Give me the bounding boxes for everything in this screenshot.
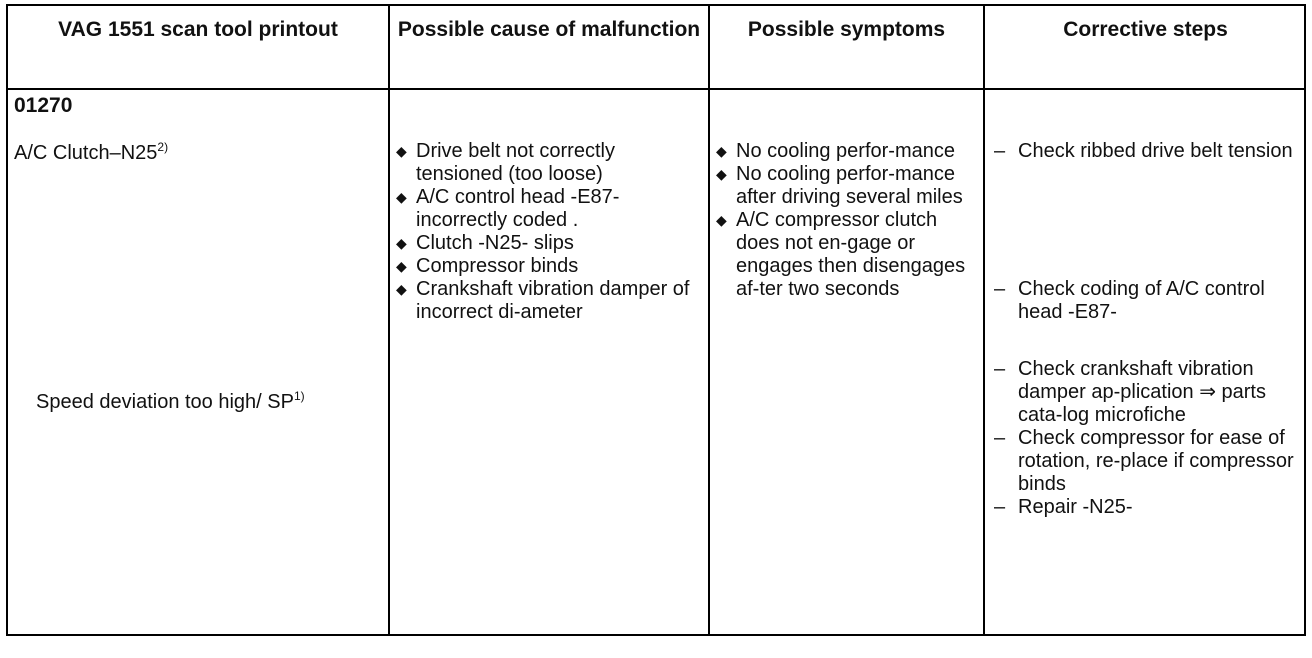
diamond-bullet-icon: ◆ <box>716 166 727 182</box>
diamond-bullet-icon: ◆ <box>716 212 727 228</box>
fault-code: 01270 <box>14 94 73 117</box>
header-possible-cause: Possible cause of malfunction <box>397 18 701 41</box>
list-item: ◆ Drive belt not correctly tensioned (too loose) <box>396 140 615 185</box>
diamond-bullet-icon: ◆ <box>396 258 407 274</box>
component-footnote-ref: 2) <box>157 140 169 154</box>
diagnostic-table <box>6 4 1306 636</box>
condition-footnote-ref: 1) <box>293 389 305 403</box>
header-corrective-steps: Corrective steps <box>1063 18 1228 41</box>
list-item: – Check crankshaft vibration damper ap-plication ⇒ parts cata-log microfiche <box>994 358 1266 426</box>
causes-list <box>396 140 702 324</box>
diamond-bullet-icon: ◆ <box>396 235 407 251</box>
list-item: ◆ No cooling perfor-mance after driving several miles <box>716 163 963 208</box>
symptoms-list <box>716 140 978 301</box>
condition-text: Speed deviation too high/ SP <box>36 391 294 413</box>
header-divider <box>8 88 1304 90</box>
column-divider <box>983 6 985 634</box>
steps-list <box>990 358 1300 519</box>
dash-bullet-icon: – <box>994 140 1006 162</box>
header-scan-tool-printout: VAG 1551 scan tool printout <box>58 18 338 41</box>
steps-list <box>990 278 1300 324</box>
component-text: A/C Clutch–N25 <box>14 142 158 164</box>
header-possible-symptoms: Possible symptoms <box>747 18 946 41</box>
list-item: ◆ No cooling perfor-mance <box>716 140 955 162</box>
list-item: ◆ Crankshaft vibration damper of incorrect di-ameter <box>396 278 690 323</box>
list-item: ◆ Clutch -N25- slips <box>396 232 574 254</box>
dash-bullet-icon: – <box>994 358 1006 380</box>
list-item: – Check ribbed drive belt tension <box>994 140 1293 162</box>
component-label <box>14 140 168 165</box>
list-item: – Check coding of A/C control head -E87- <box>994 278 1265 323</box>
list-item: – Repair -N25- <box>994 496 1133 518</box>
dash-bullet-icon: – <box>994 427 1006 449</box>
list-item: ◆ Compressor binds <box>396 255 579 277</box>
diamond-bullet-icon: ◆ <box>396 189 407 205</box>
steps-list <box>990 140 1300 163</box>
diamond-bullet-icon: ◆ <box>716 143 727 159</box>
dash-bullet-icon: – <box>994 496 1006 518</box>
diamond-bullet-icon: ◆ <box>396 281 407 297</box>
list-item: ◆ A/C control head -E87- incorrectly coded . <box>396 186 620 231</box>
list-item: – Check compressor for ease of rotation, re-place if compressor binds <box>994 427 1294 495</box>
condition-label <box>36 384 366 414</box>
column-divider <box>388 6 390 634</box>
dash-bullet-icon: – <box>994 278 1006 300</box>
diamond-bullet-icon: ◆ <box>396 143 407 159</box>
list-item: ◆ A/C compressor clutch does not en-gage or engages then disengages af-ter two seconds <box>716 209 966 300</box>
column-divider <box>708 6 710 634</box>
